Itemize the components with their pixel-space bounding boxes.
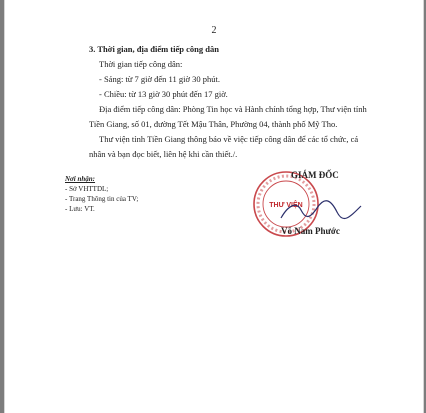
closing-paragraph: Thư viện tỉnh Tiền Giang thông báo về việc tiếp công dân để các tổ chức, cá nhân và bạn đọc biết, liên hệ khi cần thiết./. [89, 134, 359, 159]
afternoon-hours: - Chiều: từ 13 giờ 30 phút đến 17 giờ. [99, 89, 228, 99]
recipients-title: Nơi nhận: [65, 175, 96, 183]
recipient-item: - Trang Thông tin của TV; [65, 195, 139, 203]
time-label: Thời gian tiếp công dân: [99, 59, 183, 69]
recipient-item: - Lưu: VT. [65, 205, 95, 213]
recipient-item: - Sở VHTTDL; [65, 185, 109, 193]
section-heading: 3. Thời gian, địa điểm tiếp công dân [89, 44, 219, 54]
location-paragraph: Địa điểm tiếp công dân: Phòng Tin học và Hành chính tổng hợp, Thư viện tỉnh Tiền Giang, số 01, đường Tết Mậu Thân, Phường 04, thành phố Mỹ Tho. [89, 104, 367, 129]
document-page [4, 0, 424, 413]
page-number: 2 [211, 25, 217, 36]
recipients-block [65, 174, 235, 214]
signer-name: Võ Nam Phước [281, 226, 340, 236]
handwritten-signature [275, 196, 365, 226]
morning-hours: - Sáng: từ 7 giờ đến 11 giờ 30 phút. [99, 74, 220, 84]
signature-title: GIÁM ĐỐC [291, 170, 339, 180]
stamp-center-text: THƯ VIỆN [269, 202, 303, 209]
section-content [89, 42, 371, 162]
